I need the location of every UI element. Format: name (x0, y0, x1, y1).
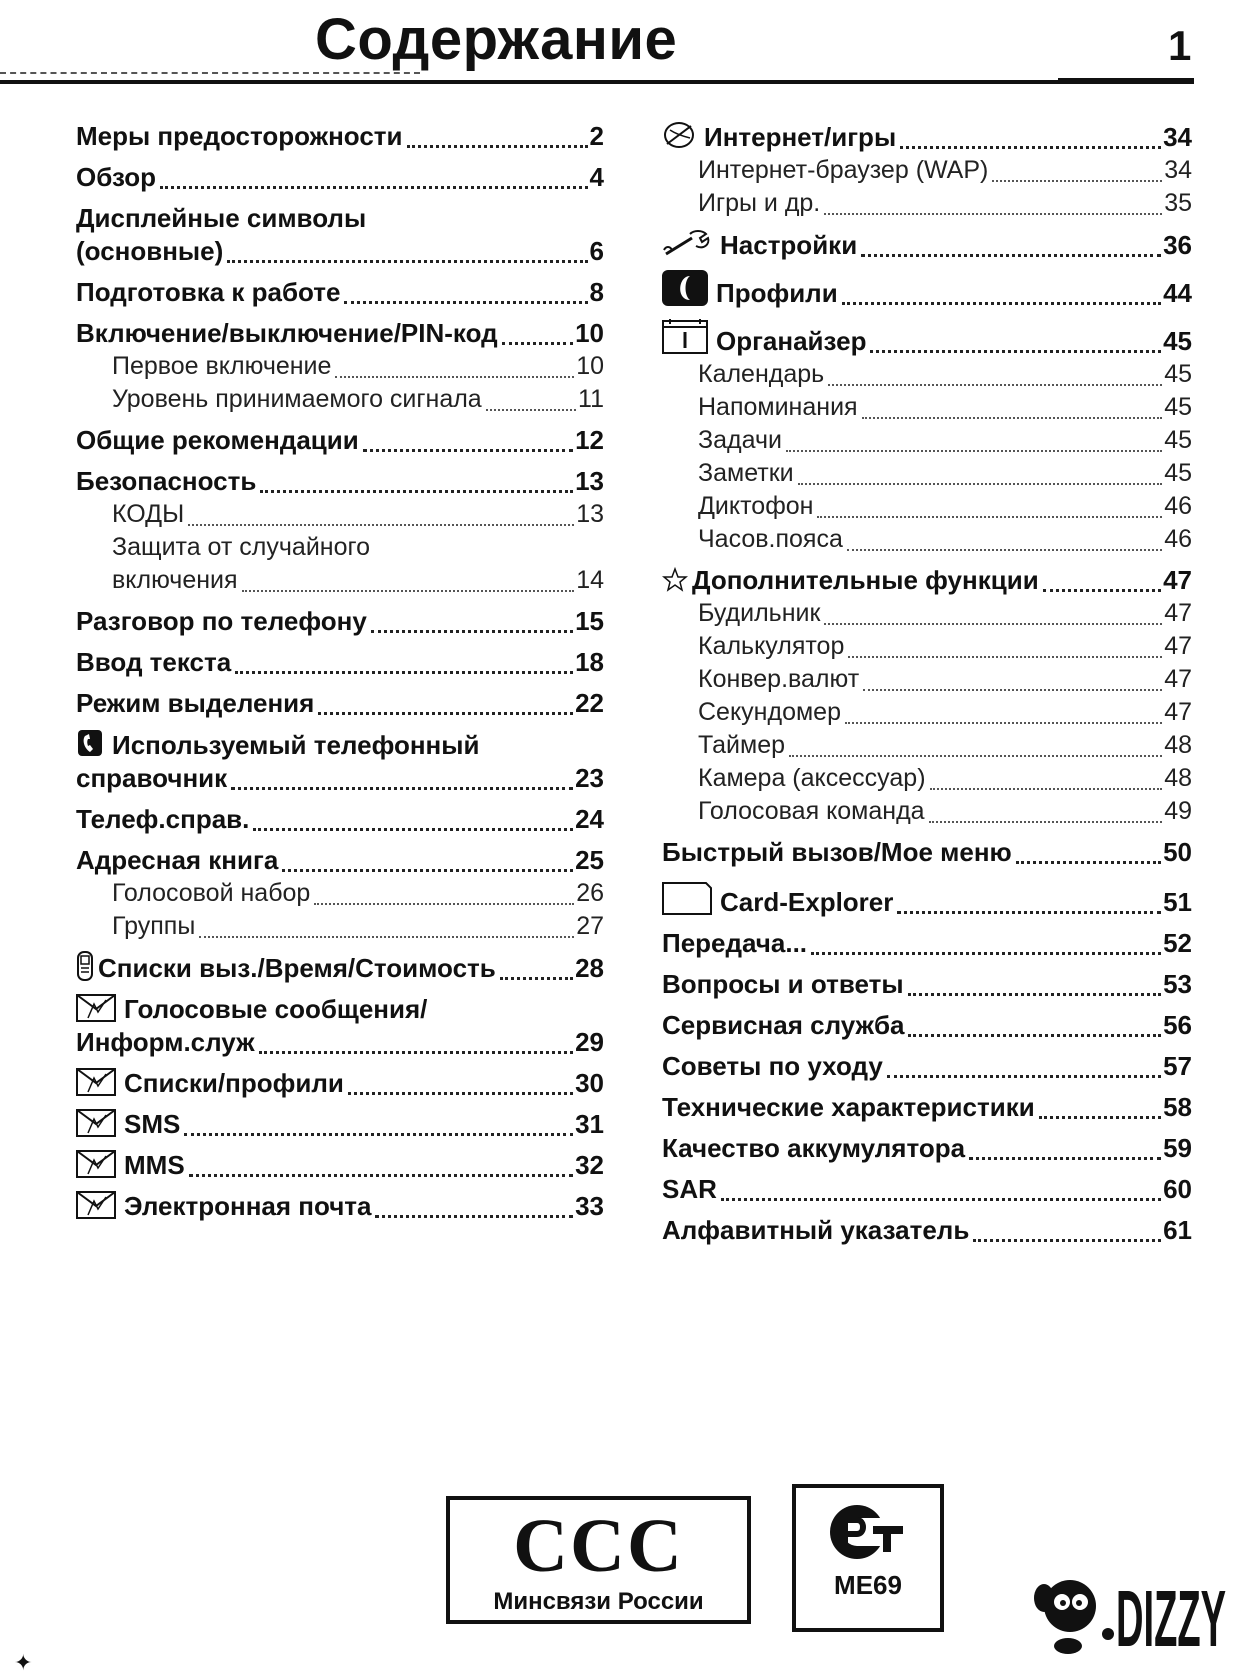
internet-icon (662, 120, 696, 150)
toc-entry-label: Безопасность (76, 466, 257, 496)
message-icon (76, 1068, 116, 1096)
toc-subentry[interactable] (662, 457, 1192, 490)
toc-subentry[interactable] (76, 383, 604, 416)
toc-subentry[interactable] (662, 663, 1192, 696)
message-icon (76, 1150, 116, 1178)
toc-subentry-label: Таймер (698, 731, 786, 759)
toc-entry[interactable] (76, 844, 604, 877)
calendar-icon (662, 318, 708, 354)
toc-entry-page: 2 (589, 121, 604, 151)
toc-entry[interactable] (76, 424, 604, 457)
toc-entry-label: Используемый телефонный (112, 730, 480, 760)
toc-subentry[interactable] (662, 187, 1192, 220)
rostest-certification-logo (792, 1484, 944, 1632)
svg-text:DIZZY: DIZZY (1116, 1574, 1226, 1658)
toc-entry-label: Профили (716, 278, 838, 308)
toc-subentry-page: 47 (1164, 698, 1192, 726)
toc-subentry-page: 26 (576, 879, 604, 907)
toc-entry[interactable] (76, 1149, 604, 1182)
toc-entry[interactable] (76, 993, 604, 1059)
toc-subentry-label: Секундомер (698, 698, 841, 726)
toc-entry-page: 30 (575, 1068, 604, 1098)
toc-entry[interactable] (76, 951, 604, 985)
toc-entry[interactable] (662, 1173, 1192, 1206)
message-icon (76, 1191, 116, 1219)
toc-entry[interactable] (76, 646, 604, 679)
pct-mark-icon (823, 1502, 913, 1562)
toc-entry-label: MMS (124, 1150, 185, 1180)
toc-subentry-label: Камера (аксессуар) (698, 764, 926, 792)
toc-subentry-label: Будильник (698, 599, 821, 627)
header-rule-accent (1058, 78, 1194, 84)
toc-left-column (76, 120, 604, 1223)
message-icon (76, 994, 116, 1022)
toc-entry-label: Быстрый вызов/Мое меню (662, 837, 1012, 867)
toc-entry-label: Электронная почта (124, 1191, 372, 1221)
header-rule (0, 80, 1194, 84)
toc-entry[interactable] (662, 270, 1192, 310)
ccc-logo-text: CCC (513, 1504, 684, 1588)
toc-entry-label: Списки/профили (124, 1068, 344, 1098)
toc-entry-label: Режим выделения (76, 688, 315, 718)
wrench-icon (662, 228, 712, 258)
toc-subentry[interactable] (662, 729, 1192, 762)
toc-subentry-page: 49 (1164, 797, 1192, 825)
toc-subentry-page: 11 (578, 385, 604, 413)
toc-entry-page: 33 (575, 1191, 604, 1221)
toc-subentry-page: 14 (576, 566, 604, 594)
toc-entry-label: Разговор по телефону (76, 606, 367, 636)
toc-entry[interactable] (76, 465, 604, 498)
toc-entry-label: Технические характеристики (662, 1092, 1035, 1122)
toc-subentry-page: 45 (1164, 459, 1192, 487)
toc-entry[interactable] (662, 1091, 1192, 1124)
toc-right-column (662, 120, 1192, 1247)
toc-entry-page: 29 (575, 1027, 604, 1057)
toc-subentry[interactable] (662, 154, 1192, 187)
toc-entry[interactable] (662, 1132, 1192, 1165)
toc-entry-label: Дисплейные символы (76, 203, 367, 233)
toc-subentry-label: Первое включение (112, 352, 332, 380)
toc-entry-label: Сервисная служба (662, 1010, 905, 1040)
toc-entry[interactable] (662, 877, 1192, 919)
toc-entry-label: Вопросы и ответы (662, 969, 904, 999)
toc-entry-page: 47 (1163, 565, 1192, 595)
toc-entry[interactable] (662, 318, 1192, 358)
toc-entry-label: Органайзер (716, 326, 867, 356)
toc-subentry[interactable] (662, 795, 1192, 828)
toc-entry[interactable] (76, 803, 604, 836)
toc-entry-label: Обзор (76, 162, 156, 192)
toc-entry-label: Меры предосторожности (76, 121, 403, 151)
toc-entry-page: 57 (1163, 1051, 1192, 1081)
toc-entry-page: 53 (1163, 969, 1192, 999)
toc-subentry-label: Интернет-браузер (WAP) (698, 156, 989, 184)
toc-entry[interactable] (662, 228, 1192, 262)
toc-entry-page: 50 (1163, 837, 1192, 867)
toc-subentry[interactable] (662, 523, 1192, 556)
corner-mark-icon: ✦ (14, 1650, 33, 1675)
star-icon (662, 567, 688, 593)
toc-subentry[interactable] (76, 531, 604, 597)
toc-subentry-page: 46 (1164, 525, 1192, 553)
toc-entry-page: 18 (575, 647, 604, 677)
toc-entry-label-cont: Информ.служ (76, 1027, 255, 1057)
toc-entry-page: 34 (1163, 122, 1192, 152)
dizzy-watermark-icon (1030, 1548, 1230, 1658)
toc-entry-page: 8 (589, 277, 604, 307)
toc-entry-label: Передача... (662, 928, 808, 958)
toc-subentry-label: Голосовой набор (112, 879, 311, 907)
ccc-logo-caption: Минсвязи России (493, 1588, 704, 1615)
toc-entry[interactable] (662, 564, 1192, 597)
toc-subentry-page: 47 (1164, 632, 1192, 660)
toc-subentry[interactable] (662, 391, 1192, 424)
toc-subentry[interactable] (662, 424, 1192, 457)
toc-entry-page: 15 (575, 606, 604, 636)
toc-entry[interactable] (662, 836, 1192, 869)
toc-subentry-page: 45 (1164, 360, 1192, 388)
toc-subentry-label: Калькулятор (698, 632, 845, 660)
toc-entry-label: Качество аккумулятора (662, 1133, 966, 1163)
toc-subentry[interactable] (76, 910, 604, 943)
toc-subentry-page: 10 (576, 352, 604, 380)
toc-subentry-page: 27 (576, 912, 604, 940)
page-title: Содержание (315, 7, 678, 72)
toc-subentry[interactable] (76, 498, 604, 531)
toc-entry[interactable] (662, 968, 1192, 1001)
toc-entry-page: 13 (575, 466, 604, 496)
toc-subentry-page: 47 (1164, 599, 1192, 627)
toc-entry[interactable] (76, 202, 604, 268)
toc-entry-page: 32 (575, 1150, 604, 1180)
toc-subentry-label: Защита от случайного (112, 533, 370, 561)
toc-entry-page: 36 (1163, 230, 1192, 260)
toc-subentry-page: 45 (1164, 393, 1192, 421)
toc-entry-label: Общие рекомендации (76, 425, 359, 455)
toc-entry[interactable] (662, 1050, 1192, 1083)
toc-entry-label: Телеф.справ. (76, 804, 250, 834)
toc-subentry-label-cont: включения (112, 566, 238, 594)
toc-subentry-page: 47 (1164, 665, 1192, 693)
toc-entry-label: Интернет/игры (704, 122, 897, 152)
toc-subentry-page: 46 (1164, 492, 1192, 520)
toc-entry-page: 59 (1163, 1133, 1192, 1163)
toc-subentry[interactable] (662, 762, 1192, 795)
toc-entry[interactable] (76, 276, 604, 309)
toc-entry-label: Голосовые сообщения/ (124, 994, 428, 1024)
toc-entry-label-cont: справочник (76, 763, 228, 793)
toc-subentry-label: Голосовая команда (698, 797, 925, 825)
toc-subentry[interactable] (662, 630, 1192, 663)
toc-entry-page: 6 (589, 236, 604, 266)
toc-entry[interactable] (76, 687, 604, 720)
phonebook-icon (76, 728, 104, 758)
toc-entry[interactable] (662, 927, 1192, 960)
toc-entry-label: Включение/выключение/PIN-код (76, 318, 498, 348)
toc-entry[interactable] (76, 1190, 604, 1223)
toc-entry-page: 56 (1163, 1010, 1192, 1040)
toc-entry-page: 25 (575, 845, 604, 875)
toc-entry[interactable] (76, 1067, 604, 1100)
toc-entry-label: Советы по уходу (662, 1051, 883, 1081)
toc-entry[interactable] (76, 605, 604, 638)
toc-subentry-page: 48 (1164, 764, 1192, 792)
toc-entry-label: SMS (124, 1109, 181, 1139)
toc-entry-label: Адресная книга (76, 845, 279, 875)
toc-subentry-label: Календарь (698, 360, 825, 388)
toc-entry-label: Подготовка к работе (76, 277, 341, 307)
toc-subentry-label: Напоминания (698, 393, 858, 421)
toc-entry[interactable] (76, 120, 604, 153)
toc-entry[interactable] (76, 1108, 604, 1141)
toc-subentry[interactable] (76, 877, 604, 910)
toc-subentry[interactable] (662, 358, 1192, 391)
toc-subentry-label: Задачи (698, 426, 782, 454)
toc-entry-page: 31 (575, 1109, 604, 1139)
toc-entry[interactable] (662, 1009, 1192, 1042)
toc-subentry-label: Конвер.валют (698, 665, 860, 693)
toc-entry-page: 28 (575, 953, 604, 983)
toc-entry-page: 60 (1163, 1174, 1192, 1204)
toc-subentry-page: 48 (1164, 731, 1192, 759)
toc-entry-label: Алфавитный указатель (662, 1215, 970, 1245)
toc-entry-page: 61 (1163, 1215, 1192, 1245)
call-records-icon (76, 951, 94, 981)
toc-subentry-page: 34 (1164, 156, 1192, 184)
toc-subentry-label: Группы (112, 912, 196, 940)
toc-entry-page: 4 (589, 162, 604, 192)
toc-subentry-label: Игры и др. (698, 189, 821, 217)
toc-subentry-label: Часов.пояса (698, 525, 843, 553)
page-number: 1 (1168, 22, 1192, 69)
toc-entry-page: 24 (575, 804, 604, 834)
toc-entry-page: 12 (575, 425, 604, 455)
toc-entry[interactable] (662, 120, 1192, 154)
toc-entry-page: 22 (575, 688, 604, 718)
message-icon (76, 1109, 116, 1137)
profiles-icon (662, 270, 708, 306)
toc-entry-page: 44 (1163, 278, 1192, 308)
toc-entry-page: 51 (1163, 887, 1192, 917)
toc-entry-page: 58 (1163, 1092, 1192, 1122)
toc-entry-label: Списки выз./Время/Стоимость (98, 953, 496, 983)
toc-subentry-label: КОДЫ (112, 500, 185, 528)
toc-subentry[interactable] (662, 696, 1192, 729)
toc-entry-page: 52 (1163, 928, 1192, 958)
toc-subentry-page: 13 (576, 500, 604, 528)
toc-subentry[interactable] (76, 350, 604, 383)
toc-entry-label: Настройки (720, 230, 858, 260)
toc-entry[interactable] (662, 1214, 1192, 1247)
toc-subentry-page: 45 (1164, 426, 1192, 454)
toc-entry-page: 10 (575, 318, 604, 348)
toc-subentry[interactable] (662, 490, 1192, 523)
toc-subentry-label: Заметки (698, 459, 794, 487)
cert-code: ME69 (834, 1570, 902, 1600)
card-icon (662, 877, 712, 915)
toc-entry-label: Ввод текста (76, 647, 232, 677)
toc-entry-page: 45 (1163, 326, 1192, 356)
header-dash-line (0, 72, 420, 74)
toc-entry-label: Card-Explorer (720, 887, 894, 917)
toc-entry-label: SAR (662, 1174, 717, 1204)
toc-entry[interactable] (76, 161, 604, 194)
toc-entry-page: 23 (575, 763, 604, 793)
toc-subentry-label: Уровень принимаемого сигнала (112, 385, 482, 413)
toc-entry-label-cont: (основные) (76, 236, 224, 266)
ccc-certification-logo (446, 1496, 751, 1624)
toc-subentry-label: Диктофон (698, 492, 814, 520)
toc-subentry[interactable] (662, 597, 1192, 630)
toc-entry[interactable] (76, 728, 604, 795)
toc-entry[interactable] (76, 317, 604, 350)
toc-entry-label: Дополнительные функции (692, 565, 1039, 595)
toc-subentry-page: 35 (1164, 189, 1192, 217)
